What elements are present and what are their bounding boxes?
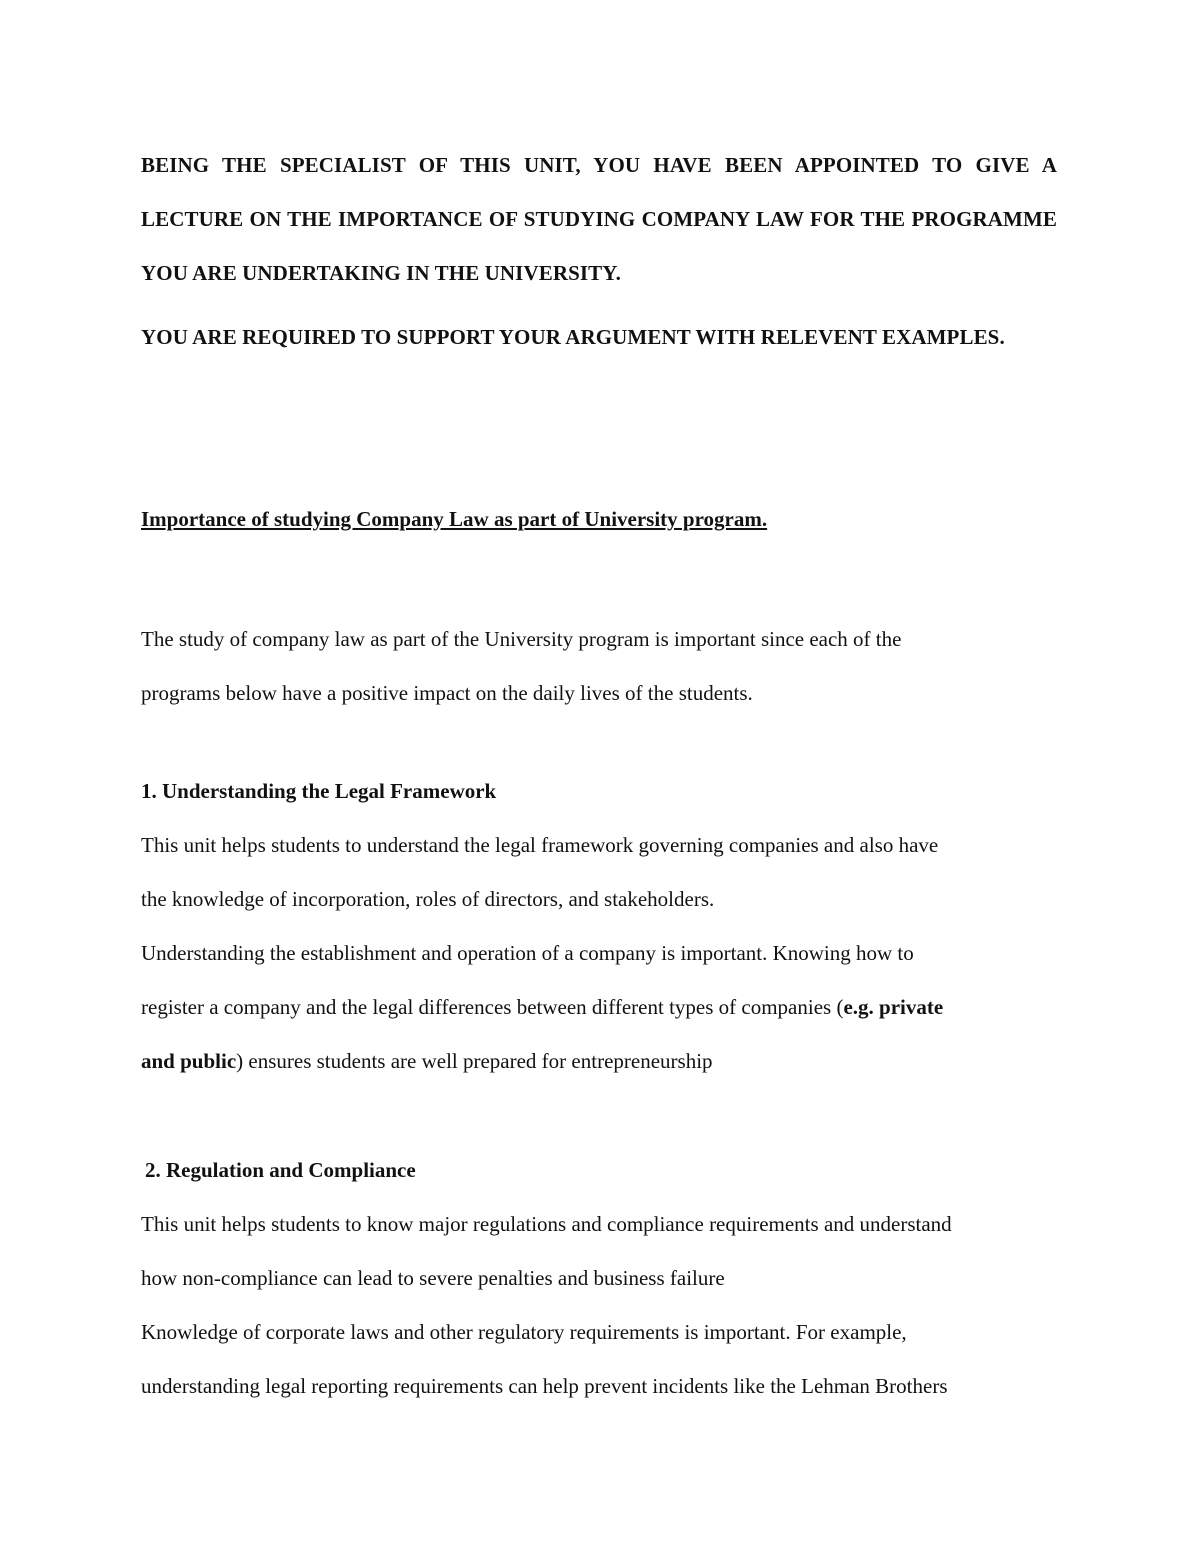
section-2-title: 2. Regulation and Compliance xyxy=(145,1158,416,1182)
document-content xyxy=(141,138,1057,1398)
section-1-line-4 xyxy=(141,980,1057,1034)
intro-paragraph xyxy=(141,612,1057,720)
section-1-title: 1. Understanding the Legal Framework xyxy=(141,779,497,803)
section-1-body xyxy=(141,818,1057,1088)
section-2-line-2: how non-compliance can lead to severe penalties and business failure xyxy=(141,1266,725,1290)
section-2-line-1: This unit helps students to know major regulations and compliance requirements and understand xyxy=(141,1212,952,1236)
section-1-line-5 xyxy=(141,1034,1057,1088)
section-heading: Importance of studying Company Law as part of University program. xyxy=(141,507,768,531)
section-1-line-4-bold: e.g. private xyxy=(843,995,944,1019)
intro-line-1: The study of company law as part of the University program is important since each of the xyxy=(141,627,902,651)
section-1-line-3: Understanding the establishment and operation of a company is important. Knowing how to xyxy=(141,941,914,965)
section-1-line-2: the knowledge of incorporation, roles of directors, and stakeholders. xyxy=(141,887,715,911)
section-1-line-5-text: ) ensures students are well prepared for entrepreneurship xyxy=(236,1049,713,1073)
section-2-line-3: Knowledge of corporate laws and other regulatory requirements is important. For example, xyxy=(141,1320,907,1344)
section-1-line-5-bold: and public xyxy=(141,1049,237,1073)
section-2-line-4: understanding legal reporting requirements can help prevent incidents like the Lehman Brothers xyxy=(141,1374,948,1398)
section-1-line-1: This unit helps students to understand the legal framework governing companies and also have xyxy=(141,833,939,857)
section-1-line-4-text: register a company and the legal differences between different types of companies ( xyxy=(141,995,844,1019)
assignment-prompt-paragraph-1: BEING THE SPECIALIST OF THIS UNIT, YOU HAVE BEEN APPOINTED TO GIVE A LECTURE ON THE IMPORTANCE OF STUDYING COMPANY LAW FOR THE PROGRAMME YOU ARE UNDERTAKING IN THE UNIVERSITY. xyxy=(141,153,1057,285)
section-2-body xyxy=(141,1197,1057,1413)
intro-line-2: programs below have a positive impact on the daily lives of the students. xyxy=(141,681,753,705)
assignment-prompt-paragraph-2: YOU ARE REQUIRED TO SUPPORT YOUR ARGUMENT WITH RELEVENT EXAMPLES. xyxy=(141,325,1005,349)
